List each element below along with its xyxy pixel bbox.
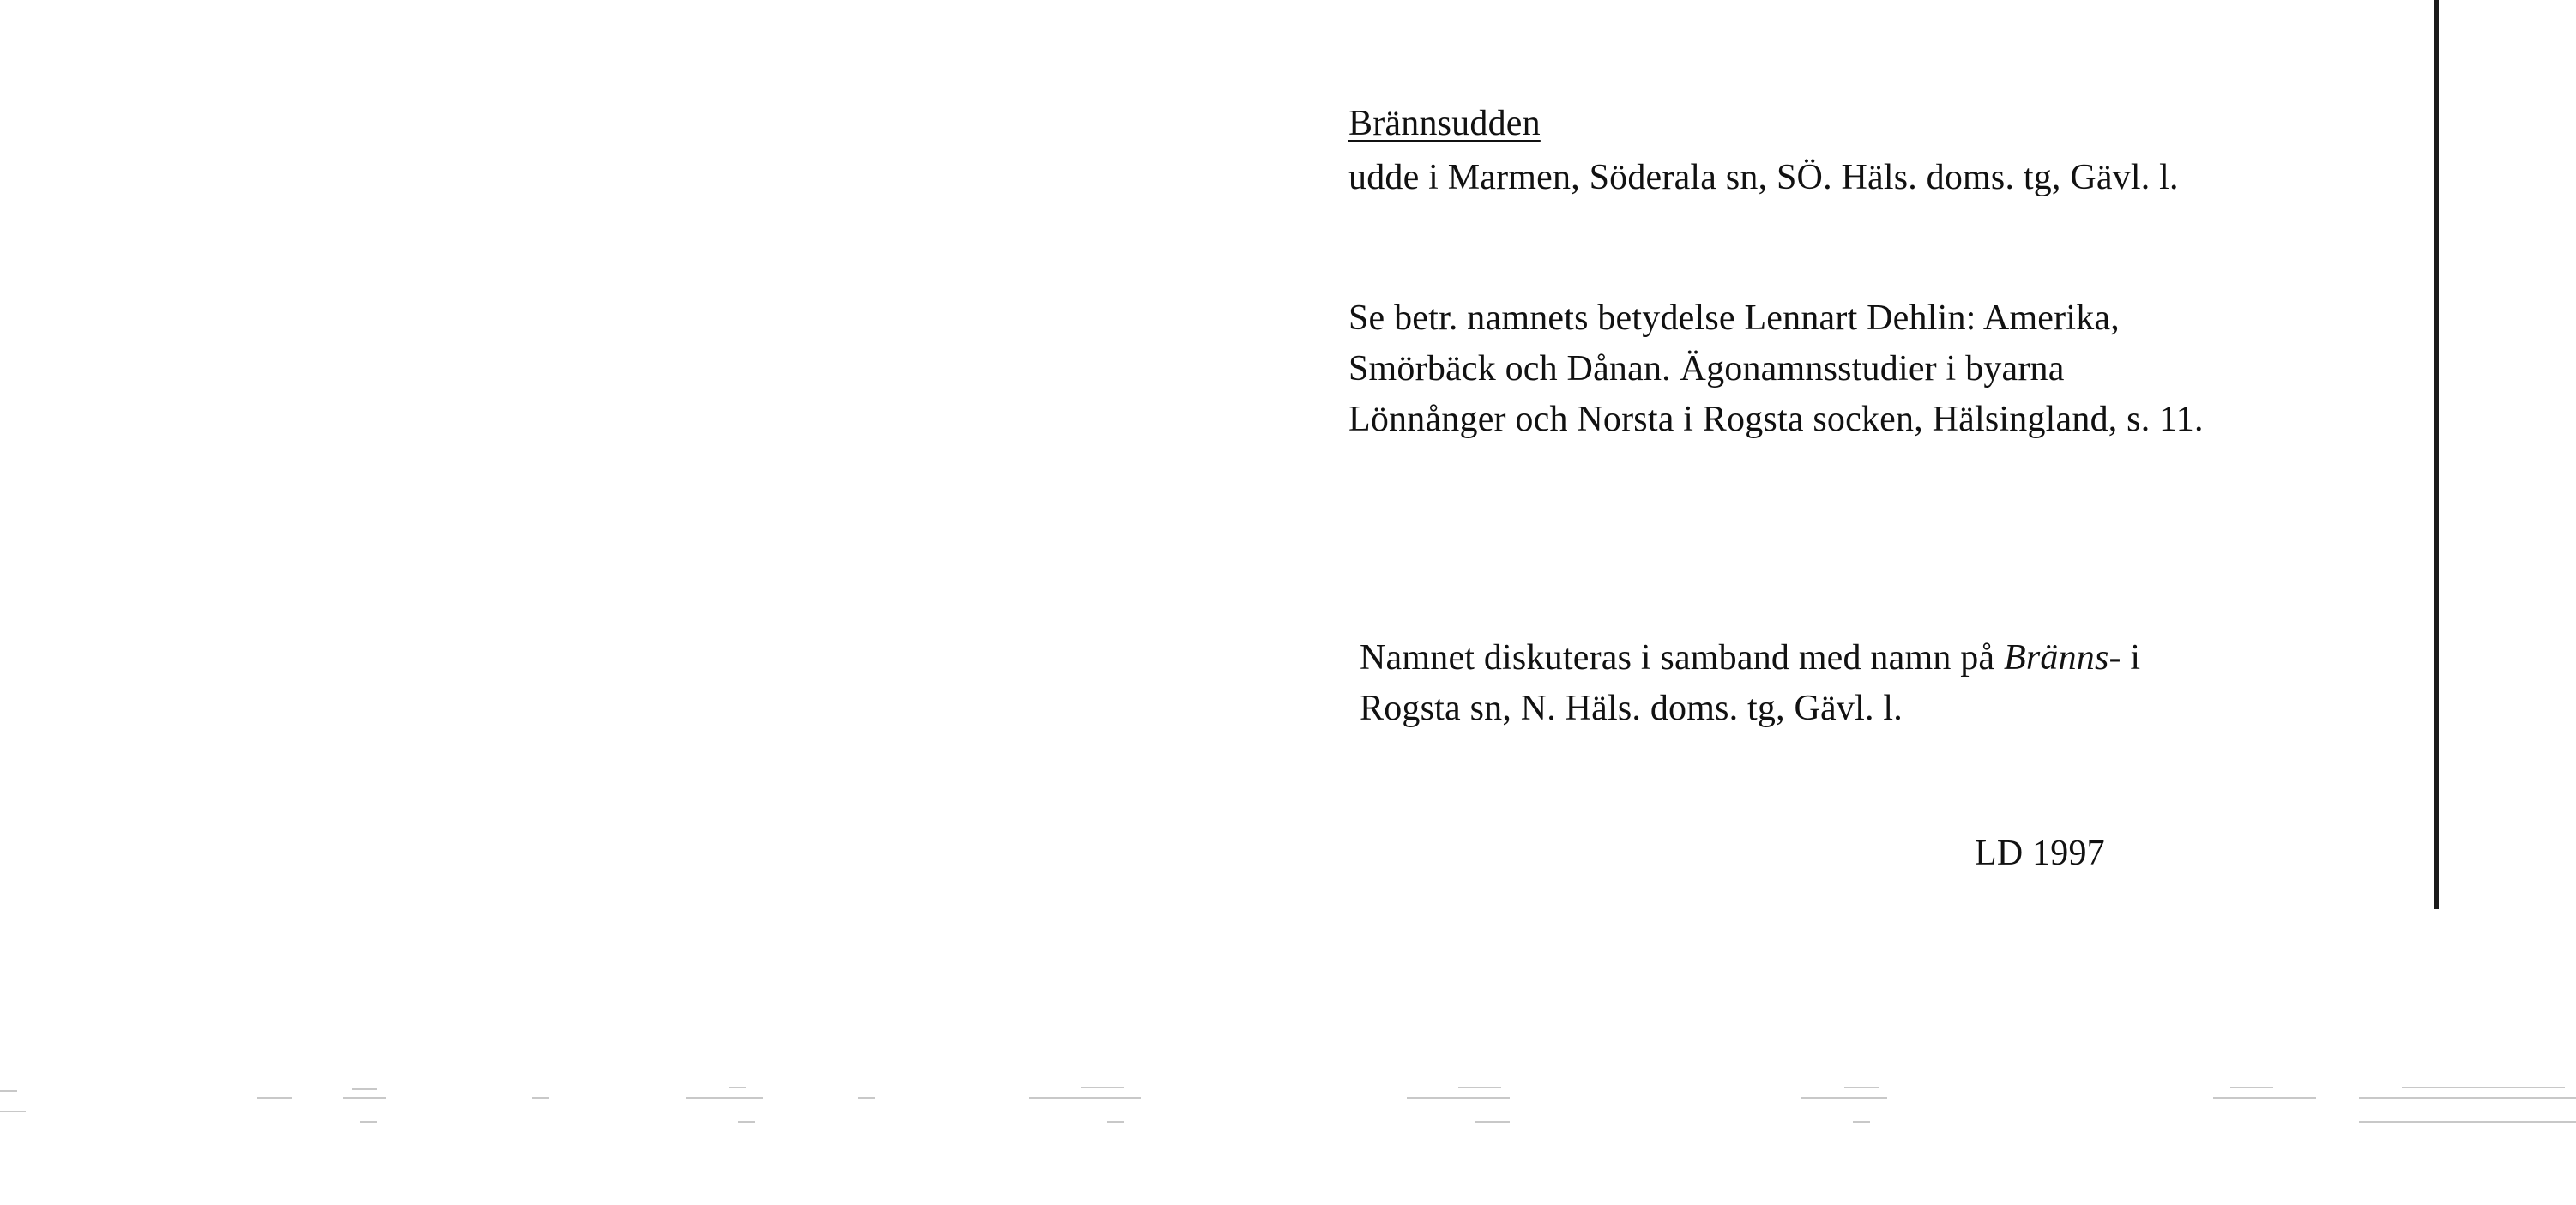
reference-line: Se betr. namnets betydelse Lennart Dehlin: Amerika, xyxy=(1348,298,2120,338)
headword: Brännsudden xyxy=(1348,104,1541,143)
signature: LD 1997 xyxy=(1975,834,2105,873)
reference-line: Smörbäck och Dånan. Ägonamnsstudier i byarna xyxy=(1348,349,2065,389)
scan-artifacts xyxy=(0,1081,2576,1149)
reference-line: Lönnånger och Norsta i Rogsta socken, Hälsingland, s. 11. xyxy=(1348,400,2204,439)
discussion-line-2: Rogsta sn, N. Häls. doms. tg, Gävl. l. xyxy=(1360,689,1903,728)
discussion-line-1 xyxy=(1360,633,2140,684)
discussion-text: Namnet diskuteras i samband med namn på xyxy=(1360,638,2004,678)
discussion-note xyxy=(1360,633,2140,734)
reference-note xyxy=(1348,293,2204,445)
discussion-italic-term: Bränns- xyxy=(2003,638,2121,678)
discussion-text: i xyxy=(2121,638,2141,678)
location-description: udde i Marmen, Söderala sn, SÖ. Häls. doms. tg, Gävl. l. xyxy=(1348,158,2179,197)
card-edge-rule xyxy=(2434,0,2439,909)
